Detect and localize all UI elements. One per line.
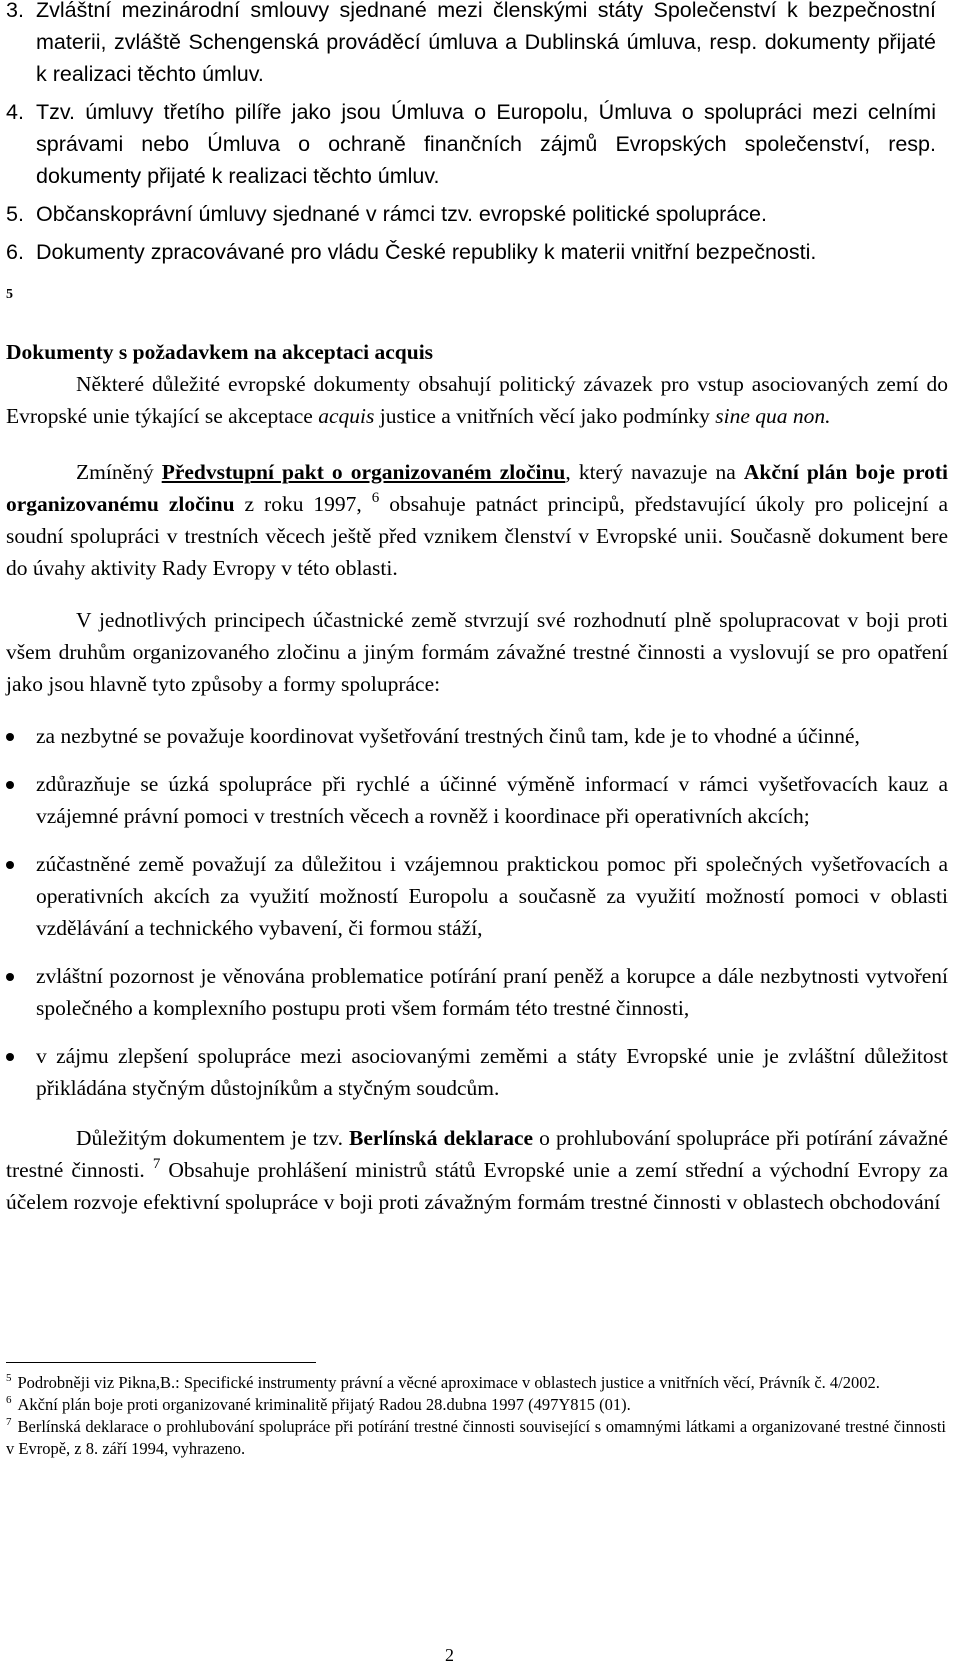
numbered-list	[6, 0, 936, 268]
list-item	[6, 960, 948, 1024]
footnote-separator	[6, 1362, 316, 1363]
bold-term: Akční plán boje proti organizovanému zločinu	[6, 460, 948, 516]
list-item	[6, 0, 936, 90]
bullet-icon	[6, 733, 14, 741]
list-item-text: Zvláštní mezinárodní smlouvy sjednané mezi členskými státy Společenství k bezpečnostní materii, zvláště Schengenská prováděcí úmluva a Dublinská úmluva, resp. dokumenty přijaté k realizaci těchto úmluv.	[36, 0, 936, 86]
footnote-text: Berlínská deklarace o prohlubování spolupráce při potírání trestné činnosti související s omamnými látkami a organizované trestné činnosti v Evropě, z 8. září 1994, vyhrazeno.	[6, 1417, 946, 1458]
paragraph-text: z roku 1997,	[234, 492, 372, 516]
footnotes	[6, 1372, 946, 1460]
paragraph	[6, 604, 948, 700]
footnote-text: Akční plán boje proti organizované kriminalitě přijatý Radou 28.dubna 1997 (497Y815 (01).	[17, 1395, 631, 1414]
list-item	[6, 848, 948, 944]
footnote-number: 6	[6, 1394, 12, 1406]
list-item	[6, 720, 948, 752]
paragraph-text: Zmíněný	[76, 460, 162, 484]
footnote	[6, 1394, 946, 1416]
footnote-reference: 6	[371, 490, 380, 506]
footnote-reference: 7	[152, 1156, 161, 1172]
list-item	[6, 236, 936, 268]
document-body	[6, 336, 948, 1238]
list-item	[6, 198, 936, 230]
list-item-number: 6.	[6, 240, 24, 264]
list-item	[6, 96, 936, 192]
section-heading: Dokumenty s požadavkem na akceptaci acquis	[6, 340, 434, 364]
paragraph-text: Některé důležité evropské dokumenty obsahují politický závazek pro vstup asociovaných zemí do Evropské unie týkající se akceptace	[6, 372, 948, 428]
list-item-number: 3.	[6, 0, 24, 22]
paragraph-text: V jednotlivých principech účastnické země stvrzují své rozhodnutí plně spolupracovat v boji proti všem druhům organizovaného zločinu a jiným formám závažné trestné činnosti a vyslovují se pro opatření jako jsou hlavně tyto způsoby a formy spolupráce:	[6, 608, 948, 696]
bold-term: Berlínská deklarace	[349, 1126, 534, 1150]
footnote	[6, 1372, 946, 1394]
paragraph	[6, 456, 948, 584]
footnote-reference: 5	[6, 287, 13, 302]
list-item-text: Dokumenty zpracovávané pro vládu České republiky k materii vnitřní bezpečnosti.	[36, 240, 817, 264]
bullet-icon	[6, 1053, 14, 1061]
list-item	[6, 1040, 948, 1104]
list-item-text: zúčastněné země považují za důležitou i vzájemnou praktickou pomoc při společných vyšetřovacích a operativních akcích za využití možností Europolu a současně za využití možností pomoci v oblasti vzdělávání a technického vybavení, či formou stáží,	[36, 852, 948, 940]
list-item-text: v zájmu zlepšení spolupráce mezi asociovanými zeměmi a státy Evropské unie je zvláštní důležitost přikládána styčným důstojníkům a styčným soudcům.	[36, 1044, 948, 1100]
list-item-text: zvláštní pozornost je věnována problematice potírání praní peněž a korupce a dále nezbytnosti vytvoření společného a komplexního postupu proti všem formám této trestné činnosti,	[36, 964, 948, 1020]
paragraph-text: obsahuje patnáct principů, představující úkoly pro policejní a soudní spolupráci v trestních věcech ještě před vznikem členství v Evropské unii. Současně dokument bere do úvahy aktivity Rady Evropy v této oblasti.	[6, 492, 948, 580]
footnote	[6, 1416, 946, 1460]
bullet-icon	[6, 973, 14, 981]
paragraph	[6, 368, 948, 432]
list-item-text: zdůrazňuje se úzká spolupráce při rychlé a účinné výměně informací v rámci vyšetřovacích kauz a vzájemné právní pomoci v trestních věcech a rovněž i koordinace při operativních akcích;	[36, 772, 948, 828]
bold-term: Předvstupní pakt o organizovaném zločinu	[161, 460, 566, 484]
footnote-number: 5	[6, 1372, 12, 1384]
paragraph-text: , který navazuje na	[565, 460, 744, 484]
footnote-text: Podrobněji viz Pikna,B.: Specifické instrumenty právní a věcné aproximace v oblastech justice a vnitřních věcí, Právník č. 4/2002.	[17, 1373, 880, 1392]
italic-term: sine qua non.	[715, 404, 831, 428]
italic-term: acquis	[318, 404, 375, 428]
bullet-icon	[6, 861, 14, 869]
paragraph	[6, 1122, 948, 1218]
paragraph-text: o prohlubování spolupráce při potírání závažné trestné činnosti.	[6, 1126, 948, 1182]
bullet-list	[6, 720, 948, 1104]
list-item-number: 4.	[6, 100, 24, 124]
paragraph-text: justice a vnitřních věcí jako podmínky	[374, 404, 716, 428]
list-item	[6, 768, 948, 832]
page-number: 2	[445, 1645, 454, 1665]
bullet-icon	[6, 781, 14, 789]
footnote-number: 7	[6, 1416, 12, 1428]
list-item-number: 5.	[6, 202, 24, 226]
paragraph-text: Důležitým dokumentem je tzv.	[76, 1126, 350, 1150]
list-item-text: Tzv. úmluvy třetího pilíře jako jsou Úmluva o Europolu, Úmluva o spolupráci mezi celními správami nebo Úmluva o ochraně finančních zájmů Evropských společenství, resp. dokumenty přijaté k realizaci těchto úmluv.	[36, 100, 936, 188]
paragraph-text: Obsahuje prohlášení ministrů států Evropské unie a zemí střední a východní Evropy za účelem rozvoje efektivní spolupráce v boji proti závažným formám trestné činnosti v oblastech obchodování	[6, 1158, 948, 1214]
list-item-text: Občanskoprávní úmluvy sjednané v rámci tzv. evropské politické spolupráce.	[36, 202, 767, 226]
list-item-text: za nezbytné se považuje koordinovat vyšetřování trestných činů tam, kde je to vhodné a účinné,	[36, 724, 860, 748]
